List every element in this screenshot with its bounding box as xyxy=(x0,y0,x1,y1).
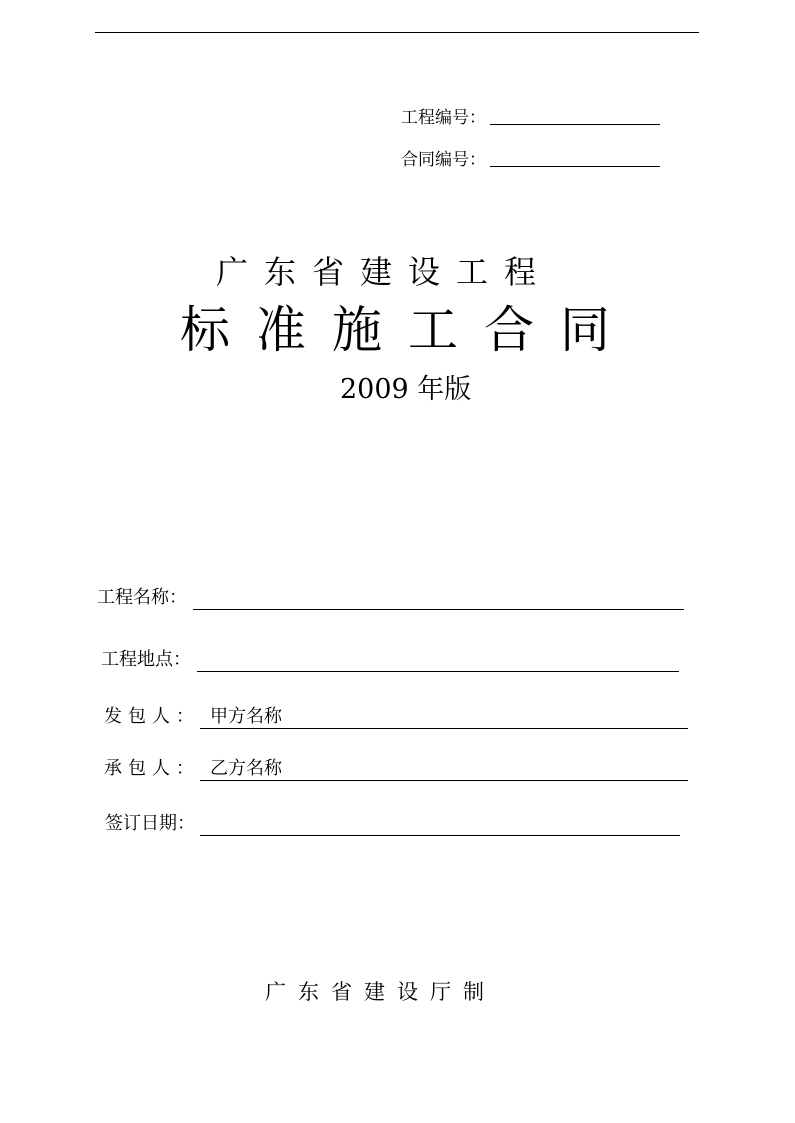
project-location-field[interactable] xyxy=(197,648,679,672)
contractor-field[interactable]: 乙方名称 xyxy=(200,757,688,781)
sign-date-field[interactable] xyxy=(200,812,680,836)
contract-number-row xyxy=(401,146,660,170)
contract-number-field[interactable] xyxy=(490,146,660,167)
contractor-label: 承包人： xyxy=(104,758,200,779)
document-title-line1: 广东省建设工程 xyxy=(216,253,553,291)
sign-date-row xyxy=(105,812,680,836)
document-edition: 2009 年版 xyxy=(340,374,472,405)
contract-number-label: 合同编号： xyxy=(401,150,486,170)
sign-date-label: 签订日期： xyxy=(105,813,195,834)
project-number-label: 工程编号： xyxy=(401,108,486,128)
project-location-label: 工程地点： xyxy=(101,649,191,670)
top-rule xyxy=(95,32,699,33)
issuer-footer: 广东省建设厅制 xyxy=(265,980,496,1004)
document-title-line2: 标准施工合同 xyxy=(180,301,636,359)
project-name-field[interactable] xyxy=(193,586,684,610)
contractor-row xyxy=(104,757,688,781)
project-name-label: 工程名称： xyxy=(97,587,187,608)
project-number-row xyxy=(401,104,660,128)
project-number-field[interactable] xyxy=(490,104,660,125)
project-location-row xyxy=(101,648,679,672)
employer-label: 发包人： xyxy=(104,706,200,727)
project-name-row xyxy=(97,586,684,610)
employer-field[interactable]: 甲方名称 xyxy=(200,705,688,729)
employer-row xyxy=(104,705,688,729)
